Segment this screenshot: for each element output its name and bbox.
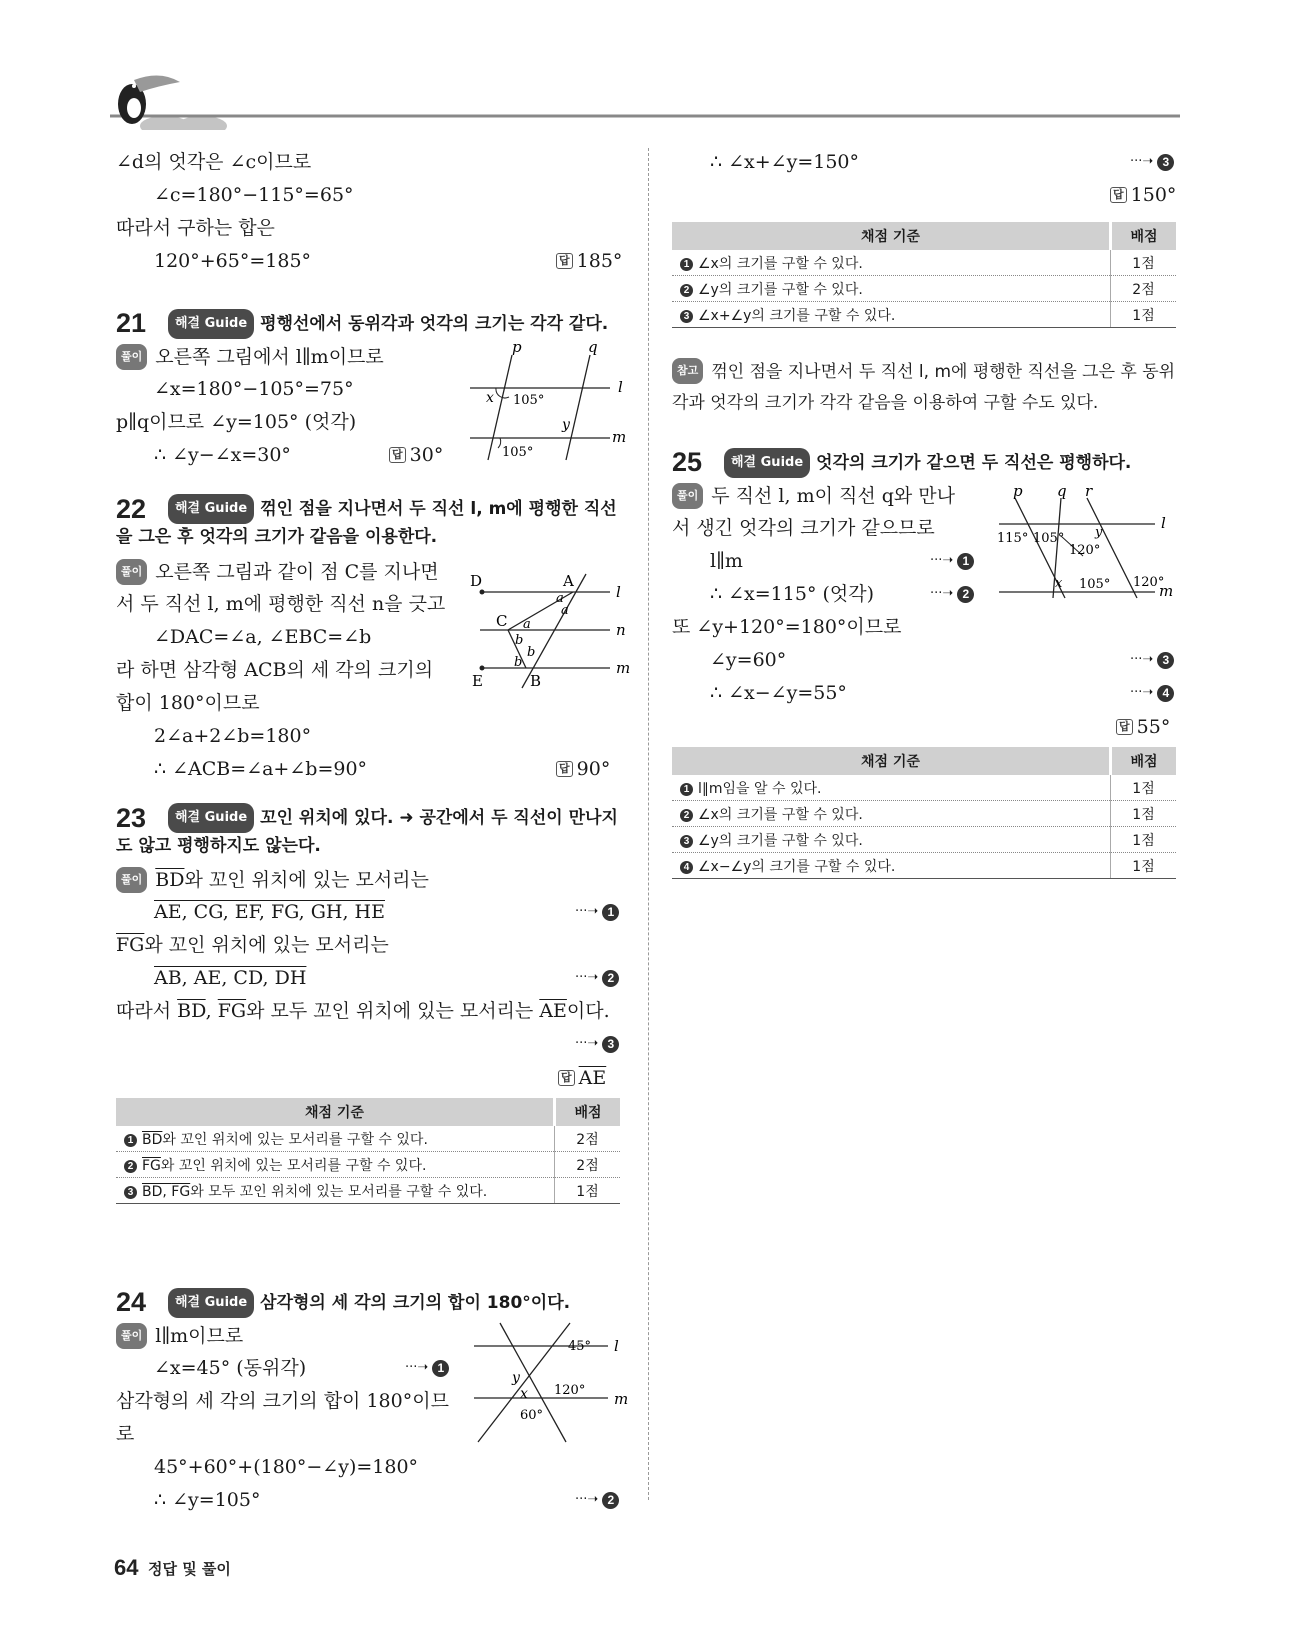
problem-number: 23 (116, 803, 147, 833)
problem-number: 21 (116, 308, 147, 338)
text-line: 로 (116, 1423, 135, 1445)
guide-badge: 해결 Guide (168, 309, 254, 339)
svg-text:b: b (515, 633, 524, 648)
guide-text: 을 그은 후 엇각의 크기가 같음을 이용한다. (116, 527, 438, 547)
text-line: 따라서 $\overline{BD}$, $\overline{FG}$와 모두 꼬인 위치에 있는 모서리는 $\overline{AE}$이다. (116, 1000, 610, 1022)
svg-text:E: E (472, 672, 483, 690)
text-line: 서 생긴 엇각의 크기가 같으므로 (672, 517, 935, 539)
guide-text: 해결 Guide 삼각형의 세 각의 크기의 합이 180°이다. (168, 1288, 570, 1318)
text-line: ∴ ∠y−∠x=30° (154, 444, 291, 466)
text-line: ∠x=180°−105°=75° (154, 378, 354, 400)
cham-badge: 참고 (672, 358, 703, 384)
svg-text:y: y (562, 417, 570, 433)
svg-text:p: p (1013, 484, 1023, 500)
svg-text:m: m (612, 428, 627, 446)
svg-text:m: m (616, 659, 631, 677)
page-number: 64 (114, 1555, 139, 1580)
text-line: ∠y=60° (710, 649, 787, 671)
svg-text:y: y (1095, 525, 1103, 540)
problem-number: 25 (672, 447, 703, 477)
text-line: 서 두 직선 l, m에 평행한 직선 n을 긋고 (116, 593, 446, 615)
svg-text:m: m (614, 1390, 629, 1408)
text-line: 풀이 오른쪽 그림과 같이 점 C를 지나면 (116, 559, 439, 585)
step-marker: ···➝ 2 (575, 1488, 619, 1512)
svg-text:b: b (527, 645, 536, 660)
text-line: ∠DAC=∠a, ∠EBC=∠b (154, 626, 372, 648)
svg-text:b: b (514, 655, 523, 670)
footer-label: 정답 및 풀이 (148, 1560, 231, 1578)
svg-text:D: D (470, 572, 483, 590)
text-line: l∥m (710, 550, 743, 572)
step-marker: ···➝ 2 (930, 582, 974, 606)
score-table-24: 채점 기준 배점 1 ∠x의 크기를 구할 수 있다. 1점 2 ∠y의 크기를 구할 수 있다. 2점 3 ∠x+∠y의 크기를 구할 수 있다. 1점 (672, 222, 1176, 328)
svg-text:r: r (1085, 484, 1093, 500)
svg-text:x: x (486, 390, 494, 406)
answer: 답 30° (389, 443, 443, 467)
answer: 답 90° (556, 757, 610, 781)
text-line: ∠c=180°−115°=65° (154, 184, 354, 206)
figure-24 (470, 1318, 635, 1448)
text-line: 합이 180°이므로 (116, 692, 260, 714)
svg-text:105°: 105° (1033, 531, 1065, 546)
text-line: AB, AE, CD, DH (154, 967, 307, 989)
text-line: ∴ ∠y=105° (154, 1489, 261, 1511)
svg-text:p: p (512, 340, 522, 356)
score-table-25: 채점 기준 배점 1 l∥m임을 알 수 있다. 1점 2 ∠x의 크기를 구할 수 있다. 1점 3 ∠y의 크기를 구할 수 있다. 1점 4 ∠x−∠y의 크기를 구할 수 있다. 1점 (672, 747, 1176, 879)
svg-text:a: a (523, 617, 531, 632)
step-marker: ···➝ 3 (1130, 150, 1174, 174)
answer: 답 55° (1116, 715, 1170, 739)
text-line: ∠x=45° (동위각) (154, 1357, 307, 1379)
text-line: 라 하면 삼각형 ACB의 세 각의 크기의 (116, 659, 434, 681)
svg-text:B: B (530, 672, 542, 690)
note-line: 참고 꺾인 점을 지나면서 두 직선 l, m에 평행한 직선을 그은 후 동위 (672, 358, 1175, 384)
text-line: 또 ∠y+120°=180°이므로 (672, 616, 902, 638)
text-line: ∴ ∠x−∠y=55° (710, 682, 847, 704)
guide-text: 해결 Guide 엇각의 크기가 같으면 두 직선은 평행하다. (724, 448, 1131, 478)
text-line: p∥q이므로 ∠y=105° (엇각) (116, 411, 357, 433)
text-line: ∴ ∠x+∠y=150° (710, 151, 860, 173)
text-line: $\overline{FG}$와 꼬인 위치에 있는 모서리는 (116, 934, 389, 956)
step-marker: ···➝ 2 (575, 966, 619, 990)
step-marker: ···➝ 1 (575, 900, 619, 924)
svg-text:n: n (616, 621, 626, 639)
svg-text:45°: 45° (568, 1339, 592, 1354)
text-line: 풀이 l∥m이므로 (116, 1323, 243, 1349)
svg-text:105°: 105° (502, 445, 534, 460)
svg-text:l: l (618, 378, 623, 396)
svg-text:115°: 115° (997, 531, 1029, 546)
svg-text:m: m (1159, 582, 1174, 599)
svg-text:A: A (563, 572, 574, 590)
svg-text:x: x (520, 1386, 528, 1402)
figure-21 (460, 340, 635, 465)
text-line: ∴ ∠x=115° (엇각) (710, 583, 875, 605)
step-marker: ···➝ 4 (1130, 681, 1174, 705)
guide-text: 해결 Guide 평행선에서 동위각과 엇각의 크기는 각각 같다. (168, 309, 608, 339)
score-table-23: 채점 기준 배점 1 $\overline{BD}$와 꼬인 위치에 있는 모서리를 구할 수 있다. 2점 2 $\overline{FG}$와 꼬인 위치에 있는 모서리를 구할 수 있다. 2점 3 BD, $\overline{FG}$와 모두 꼬인 위치에 있는 모서리를 구할 수 있다. 1점 (116, 1098, 620, 1204)
figure-25 (995, 484, 1180, 599)
step-marker: ···➝ 3 (575, 1032, 619, 1056)
svg-text:120°: 120° (1133, 575, 1165, 590)
text-line: 120°+65°=185° (154, 250, 312, 272)
header-decoration (110, 66, 1180, 130)
text-line: 삼각형의 세 각의 크기의 합이 180°이므 (116, 1390, 449, 1412)
answer: 답 185° (556, 249, 622, 273)
text-line: ∴ ∠ACB=∠a+∠b=90° (154, 758, 368, 780)
svg-text:q: q (588, 340, 598, 356)
figure-22 (470, 570, 635, 690)
svg-text:105°: 105° (1079, 577, 1111, 592)
guide-text: 해결 Guide 꺾인 점을 지나면서 두 직선 l, m에 평행한 직선 (168, 494, 617, 524)
svg-text:C: C (496, 612, 508, 630)
svg-text:a: a (556, 591, 564, 606)
guide-text: 도 않고 평행하지도 않는다. (116, 836, 321, 856)
problem-number: 24 (116, 1287, 147, 1317)
svg-text:x: x (1055, 576, 1063, 591)
svg-text:120°: 120° (554, 1383, 586, 1398)
svg-text:120°: 120° (1069, 543, 1101, 558)
svg-text:l: l (1161, 514, 1166, 532)
svg-text:a: a (561, 603, 569, 618)
svg-text:q: q (1057, 484, 1067, 500)
svg-text:105°: 105° (513, 393, 545, 408)
text-line: 풀이 $\overline{BD}$와 꼬인 위치에 있는 모서리는 (116, 867, 429, 893)
text-line: 2∠a+2∠b=180° (154, 725, 312, 747)
step-marker: ···➝ 1 (930, 549, 974, 573)
svg-text:l: l (614, 1337, 619, 1355)
step-marker: ···➝ 3 (1130, 648, 1174, 672)
text-line: 풀이 두 직선 l, m이 직선 q와 만나 (672, 483, 955, 509)
text-line: 풀이 오른쪽 그림에서 l∥m이므로 (116, 344, 384, 370)
problem-number: 22 (116, 494, 147, 524)
guide-text: 해결 Guide 꼬인 위치에 있다. ➜ 공간에서 두 직선이 만나지 (168, 803, 618, 833)
column-divider (648, 148, 649, 1500)
svg-text:l: l (616, 583, 621, 601)
text-line: 45°+60°+(180°−∠y)=180° (154, 1456, 419, 1478)
answer: 답 $\overline{AE}$ (558, 1066, 606, 1090)
step-marker: ···➝ 1 (405, 1356, 449, 1380)
note-line: 각과 엇각의 크기가 각각 같음을 이용하여 구할 수도 있다. (672, 393, 1099, 413)
svg-text:60°: 60° (520, 1408, 544, 1423)
text-line: AE, CG, EF, FG, GH, HE (154, 901, 385, 923)
answer-label: 답 (556, 253, 573, 269)
text-line: ∠d의 엇각은 ∠c이므로 (116, 151, 312, 173)
pul-badge: 풀이 (116, 344, 147, 370)
svg-text:y: y (512, 1370, 520, 1386)
answer: 답 150° (1110, 183, 1176, 207)
text-line: 따라서 구하는 합은 (116, 217, 275, 239)
